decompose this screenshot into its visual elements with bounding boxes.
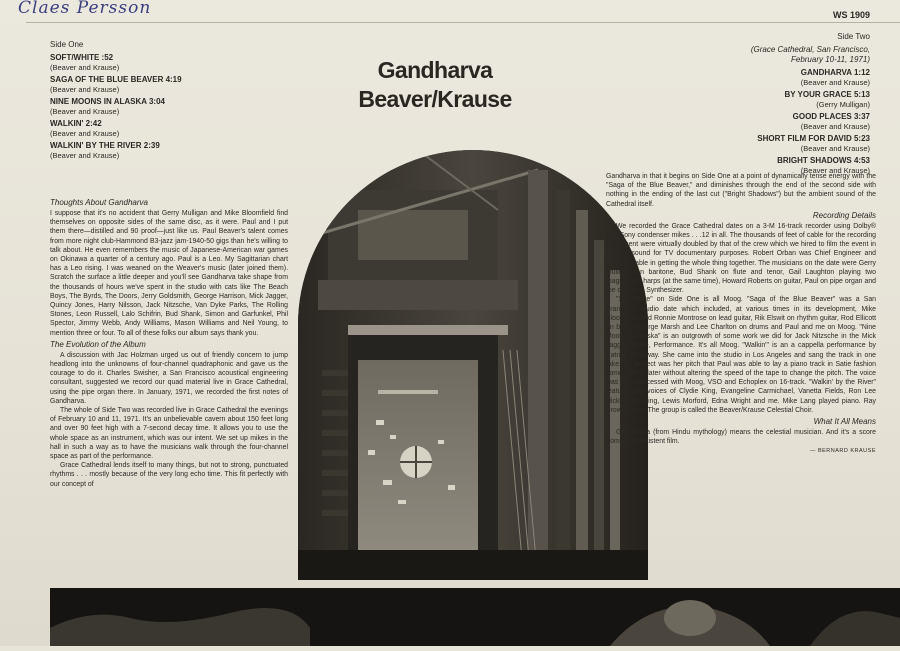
catalog-number: WS 1909 (832, 10, 870, 20)
notes-paragraph (50, 351, 288, 489)
notes-paragraph-text: Grace Cathedral lends itself to many things, but not to strong, punctuated rhythms . . . mostly because of the very long echo time. This fit perfectly with our concept of (50, 462, 288, 488)
track-credit: (Beaver and Krause) (50, 85, 120, 94)
track-credit: (Beaver and Krause) (800, 78, 870, 87)
section-heading: The Evolution of the Album (50, 339, 146, 349)
recording-venue (640, 45, 870, 65)
bottom-photo-strip (50, 588, 900, 646)
venue-line-1: (Grace Cathedral, San Francisco, (750, 45, 870, 54)
track-title: GOOD PLACES 3:37 (792, 112, 870, 121)
track-title: GANDHARVA 1:12 (800, 68, 870, 77)
notes-paragraph-text: A discussion with Jac Holzman urged us out of friendly concern to jump headlong into the unknowns of four-channel quadraphonic and gave us the courage to do it. Charles Swisher, a San Francisco acoustical engineering consultant, suggested we record our quad material live in Grace Cathedral, using the pipe organ there. In January, 1971, we recorded the first notes of Gandharva. (50, 351, 288, 405)
notes-paragraph-text: The whole of Side Two was recorded live in Grace Cathedral the evenings of February 10 and 11, 1971. It's an unbelievable cavern about 150 feet long and over 90 feet high with a 7-second decay time. It allows you to use the whole space as an instrument, which was our intent. We set up mikes in the hall in such a way as to have the musicians walk through the four-channel space as part of the performance. (50, 407, 288, 461)
track-item (50, 75, 280, 94)
track-title: SHORT FILM FOR DAVID 5:23 (757, 134, 870, 143)
album-title (330, 56, 540, 114)
venue-line-2: February 10-11, 1971) (790, 55, 870, 64)
track-title: BRIGHT SHADOWS 4:53 (777, 156, 870, 165)
bottom-photo-illustration (50, 588, 900, 646)
album-title-line-2: Beaver/Krause (358, 86, 512, 112)
notes-paragraph-text: "Soft/White" on Side One is all Moog. "Saga of the Blue Beaver" was a San Francisco studio date which included, at various times in its development, Mike Bloomfield and Ronnie Montrose on lead guitar, Rik Elswit on rhythm guitar, Rod Ellicott on bass, George Marsh and Lee Charlton on drums and Paul and me on Moog. "Nine Moons in Alaska" is an outgrowth of some work we did for Jack Nitzsche in the Mick Jagger movie, Performance. It's all Moog. "Walkin'" is an a cappella performance by Patrice Holloway. She came into the studio in Los Angeles and sang the track in one take. So perfect was her pitch that Paul was able to lay a piano track in Satie fashion some weeks later without altering the speed of the tape to change the pitch. The voice was then processed with Moog, VSO and Echoplex on 16-track. "Walkin' by the River" features the voices of Clydie King, Evangeline Carmichael, Vanetta Fields, Ron Lee Hicklin, Bill King, Lewis Morford, Edna Wright and me. Mike Lang played piano. Ray Brown, bass. The group is called the Beaver/Krause Celestial Choir. (606, 296, 876, 414)
side-two-tracklist (640, 32, 870, 178)
track-credit: (Beaver and Krause) (50, 151, 120, 160)
track-title: NINE MOONS IN ALASKA 3:04 (50, 97, 165, 106)
section-heading: Thoughts About Gandharva (50, 198, 148, 207)
notes-paragraph-text: We recorded the Grace Cathedral dates on a 3-M 16-track recorder using Dolby® and Sony condenser mikes . . .12 in all. The thousands of feet of cable for the recording equipment were virtually doubled by that of the crew which we hired to film the event in 16 mm sound for TV documentary purposes. Robert Orban was Chief Engineer and indispensable in getting the whole thing together. The musicians on the date were Gerry Mulligan on baritone, Bud Shank on flute and tenor, Gail Laughton playing two magnificent harps (at the same time), Howard Roberts on guitar, Paul on pipe organ and me on Moog Synthesizer. (606, 222, 876, 295)
album-title-line-1: Gandharva (377, 57, 493, 83)
side-two-heading: Side Two (837, 32, 870, 41)
notes-paragraph: I suppose that it's no accident that Gerry Mulligan and Mike Bloomfield find themselves on opposite sides of the same disc, as it were. Paul and I put them there—distilled and 90 proof—just like us. Paul Beaver's talent comes from more night club-Hammond B3-jazz jam-1940-50 gigs than he's willing to talk about. He even remembers the music of Japanese-American war games on Okinawa a quarter of a century ago. Paul is a Leo. My Sagittarian chart has a Leo rising. I was weaned on the Weaver's music (later joined them). Scratch the surface a little deeper and you'll see Gandharva take shape from the thousands of hours we've spent in the studio with cats like The Beach Boys, The Byrds, The Doors, Jerry Goldsmith, George Harrison, Mick Jagger, Quincy Jones, Harry Nilsson, Jack Nitzsche, Van Dyke Parks, The Rolling Stones, Leon Russell, Lalo Schifrin, Bud Shank, Simon and Garfunkel, Phil Spector, Jimmy Webb, Andy Williams, Mason Williams and Neil Young, to mention three or four. To all of these folks our album says thank you. (50, 210, 288, 337)
track-title: SOFT/WHITE :52 (50, 53, 114, 62)
notes-paragraph: Gandharva in that it begins on Side One at a point of dynamically tense energy with the "Saga of the Blue Beaver," and diminishes through the end of the second side with nothing in the ending of the last cut ("Bright Shadows") but the ambient sound of the Cathedral itself. (606, 173, 876, 208)
liner-notes-left-column (50, 196, 288, 489)
notes-paragraph-text: Gandharva (from Hindu mythology) means the celestial musician. And it's a score from a non-existent film. (606, 429, 876, 446)
track-credit: (Gerry Mulligan) (816, 100, 870, 109)
track-item (640, 134, 870, 153)
track-item (50, 97, 280, 116)
track-credit: (Beaver and Krause) (50, 107, 120, 116)
author-byline: — BERNARD KRAUSE (809, 448, 876, 455)
track-item (640, 90, 870, 109)
side-one-heading: Side One (50, 40, 84, 49)
track-item (50, 119, 280, 138)
cover-edge-line (26, 22, 900, 23)
track-item (640, 112, 870, 131)
track-credit: (Beaver and Krause) (50, 129, 120, 138)
track-title: WALKIN' 2:42 (50, 119, 102, 128)
track-title: BY YOUR GRACE 5:13 (784, 90, 870, 99)
cathedral-photo (298, 150, 648, 580)
cathedral-interior-illustration (298, 150, 648, 580)
handwritten-owner-name: Claes Persson (18, 0, 152, 18)
track-item (640, 68, 870, 87)
track-credit: (Beaver and Krause) (50, 63, 120, 72)
track-title: WALKIN' BY THE RIVER 2:39 (50, 141, 160, 150)
section-heading: Recording Details (812, 210, 876, 220)
notes-paragraph (606, 222, 876, 415)
side-one-tracklist (50, 40, 280, 163)
notes-paragraph (606, 428, 876, 446)
section-heading: What It All Means (813, 417, 876, 427)
liner-notes-right-column (606, 172, 876, 454)
track-credit: (Beaver and Krause) (800, 144, 870, 153)
track-item (50, 141, 280, 160)
track-item (50, 53, 280, 72)
track-credit: (Beaver and Krause) (800, 166, 870, 175)
track-title: SAGA OF THE BLUE BEAVER 4:19 (50, 75, 182, 84)
track-credit: (Beaver and Krause) (800, 122, 870, 131)
